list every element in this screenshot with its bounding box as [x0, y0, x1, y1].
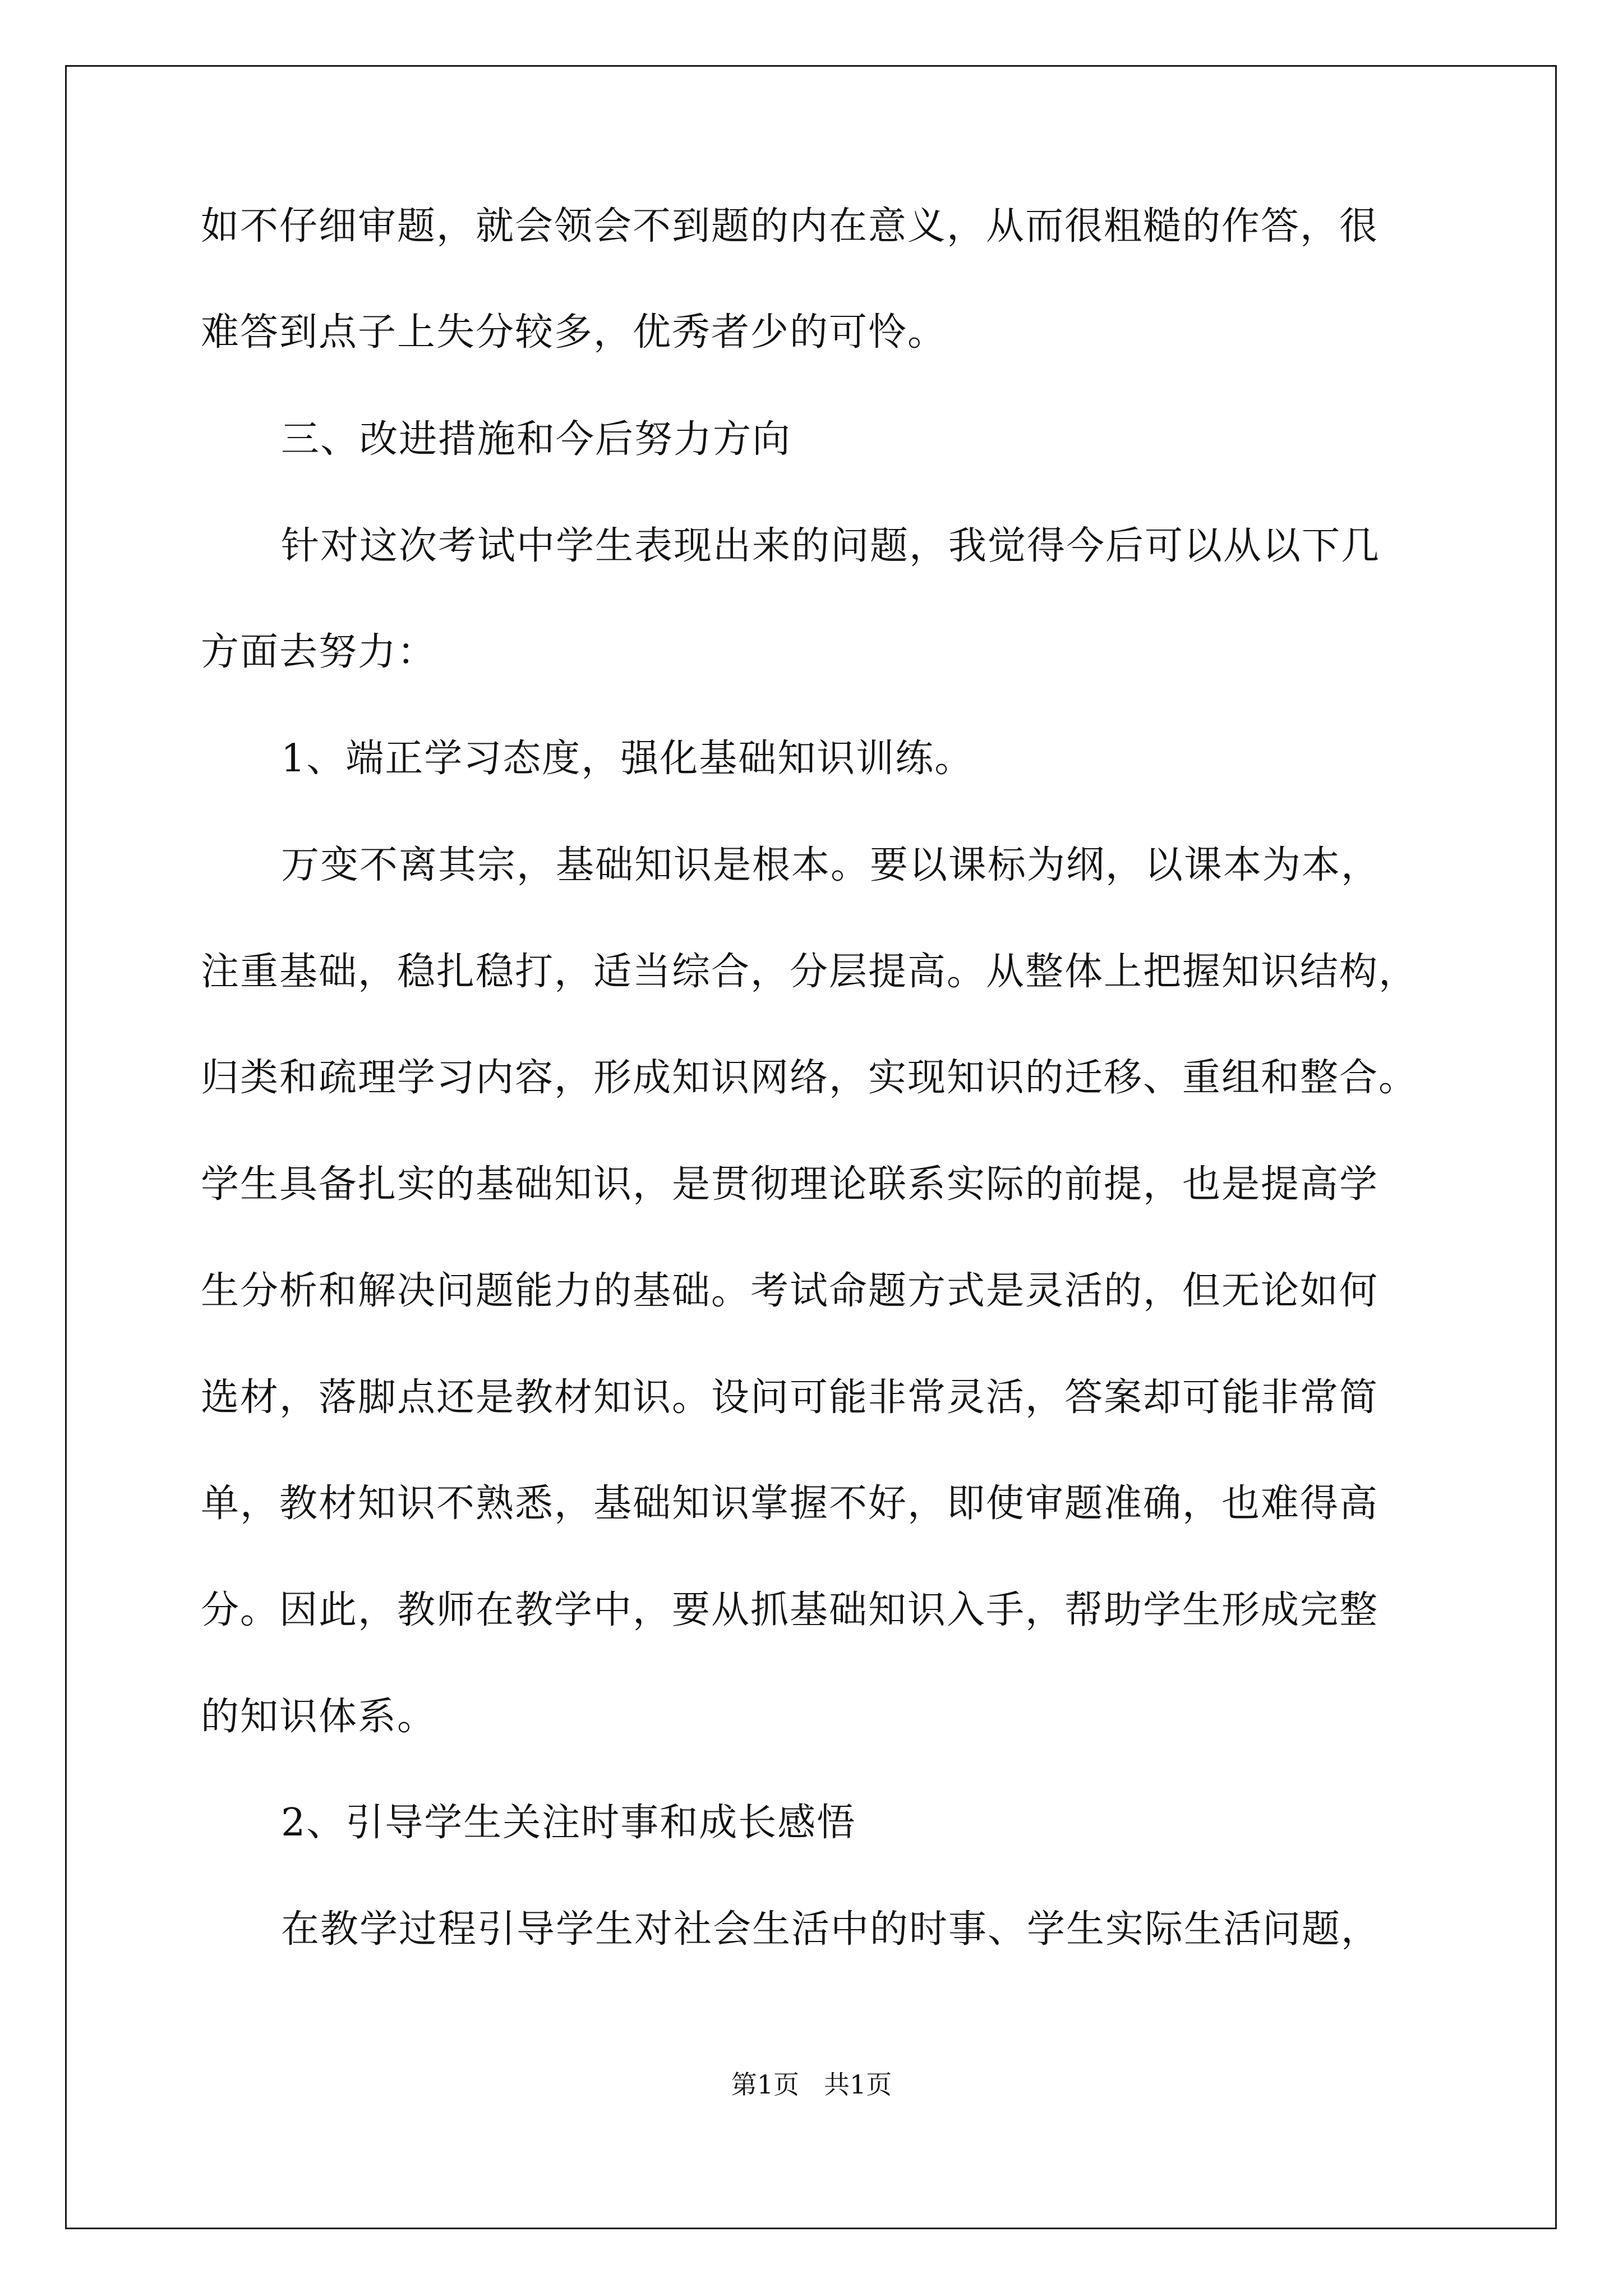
text-line: 单，教材知识不熟悉，基础知识掌握不好，即使审题准确，也难得高 [201, 1481, 1379, 1526]
text-line: 生分析和解决问题能力的基础。考试命题方式是灵活的，但无论如何 [201, 1269, 1379, 1313]
text-line: 在教学过程引导学生对社会生活中的时事、学生实际生活问题， [281, 1907, 1381, 1952]
text-line: 学生具备扎实的基础知识，是贯彻理论联系实际的前提，也是提高学 [201, 1162, 1379, 1207]
text-line: 万变不离其宗，基础知识是根本。要以课标为纲，以课本为本， [281, 843, 1381, 887]
text-line: 选材，落脚点还是教材知识。设问可能非常灵活，答案却可能非常简 [201, 1375, 1379, 1420]
section-heading: 三、改进措施和今后努力方向 [281, 417, 792, 462]
text-line: 针对这次考试中学生表现出来的问题，我觉得今后可以从以下几 [281, 524, 1381, 568]
subheading: 1、端正学习态度，强化基础知识训练。 [281, 737, 974, 781]
text-line: 注重基础，稳扎稳打，适当综合，分层提高。从整体上把握知识结构， [201, 950, 1418, 994]
text-line: 方面去努力： [201, 630, 437, 674]
text-line: 归类和疏理学习内容，形成知识网络，实现知识的迁移、重组和整合。 [201, 1056, 1418, 1100]
text-line: 分。因此，教师在教学中，要从抓基础知识入手，帮助学生形成完整 [201, 1588, 1379, 1632]
page-footer [0, 2064, 1623, 2101]
page-number: 第1页 [731, 2069, 800, 2100]
subheading: 2、引导学生关注时事和成长感悟 [281, 1801, 856, 1845]
text-line: 的知识体系。 [201, 1695, 437, 1739]
page-total: 共1页 [823, 2069, 892, 2100]
text-line: 难答到点子上失分较多，优秀者少的可怜。 [201, 310, 947, 355]
page-border [65, 65, 1557, 2229]
text-line: 如不仔细审题，就会领会不到题的内在意义，从而很粗糙的作答，很 [201, 204, 1379, 249]
